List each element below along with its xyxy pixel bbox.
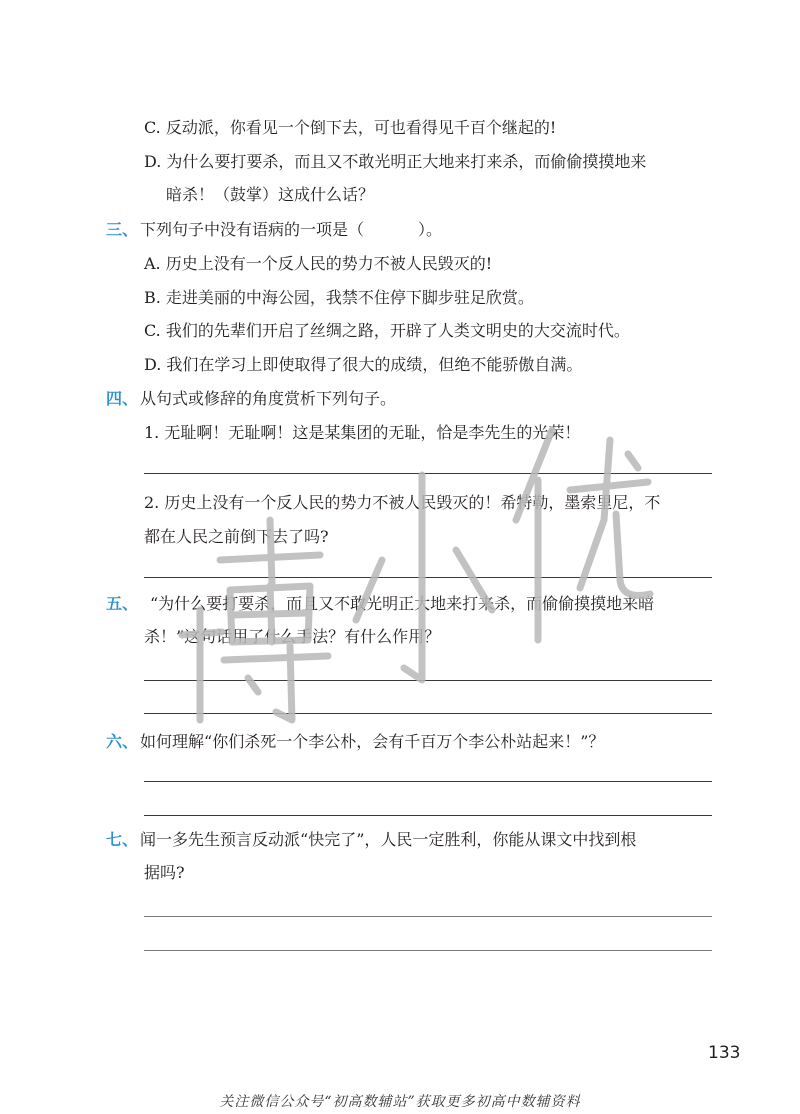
q4-stem-text: 从句式或修辞的角度赏析下列句子。: [140, 389, 397, 408]
q4-sub1-answer-line[interactable]: [144, 473, 712, 474]
q5-number: 五、: [106, 594, 139, 613]
q7-answer-line-1[interactable]: [144, 916, 712, 917]
watermark-handwriting: [160, 410, 660, 730]
q6-answer-line-2[interactable]: [144, 815, 712, 816]
q3-option-d: D. 我们在学习上即使取得了很大的成绩，但绝不能骄傲自满。: [144, 355, 583, 374]
q7-line1: [106, 829, 636, 851]
q4-sub1: 1. 无耻啊！无耻啊！这是某集团的无耻，恰是李先生的光荣！: [144, 423, 581, 442]
q6-answer-line-1[interactable]: [144, 781, 712, 782]
q5-answer-line-2[interactable]: [144, 713, 712, 714]
q4-stem: [106, 388, 396, 410]
q2-option-c: C. 反动派，你看见一个倒下去，可也看得见千百个继起的!: [144, 118, 557, 137]
q2-option-d-line2: 暗杀！（鼓掌）这成什么话？: [166, 185, 375, 204]
q5-answer-line-1[interactable]: [144, 680, 712, 681]
q5-line1: [106, 593, 654, 615]
q4-sub2-line2: 都在人民之前倒下去了吗?: [144, 527, 329, 546]
q3-option-b: B. 走进美丽的中海公园，我禁不住停下脚步驻足欣赏。: [144, 288, 534, 307]
q6-stem: [106, 731, 604, 753]
q3-stem-after: ）。: [418, 220, 443, 239]
q4-sub2-answer-line[interactable]: [144, 577, 712, 578]
q3-option-a: A. 历史上没有一个反人民的势力不被人民毁灭的!: [144, 254, 493, 273]
q3-stem-before: 下列句子中没有语病的一项是（: [140, 220, 365, 239]
q5-line1-text: “为什么要打要杀，而且又不敢光明正大地来打来杀，而偷偷摸摸地来暗: [150, 594, 655, 613]
q6-stem-text: 如何理解“你们杀死一个李公朴，会有千百万个李公朴站起来！”？: [140, 732, 605, 751]
q3-option-c: C. 我们的先辈们开启了丝绸之路，开辟了人类文明史的大交流时代。: [144, 321, 630, 340]
q6-number: 六、: [106, 732, 139, 751]
q4-number: 四、: [106, 389, 139, 408]
footer-promo-text: 关注微信公众号“初高数辅站”获取更多初高中数辅资料: [219, 1094, 581, 1110]
q4-sub2-line1: 2. 历史上没有一个反人民的势力不被人民毁灭的！希特勒，墨索里尼，不: [144, 493, 661, 512]
page-number: 133: [708, 1043, 741, 1063]
q7-line2: 据吗?: [144, 863, 185, 882]
q7-answer-line-2[interactable]: [144, 950, 712, 951]
q3-number: 三、: [106, 220, 139, 239]
q7-line1-text: 闻一多先生预言反动派“快完了”，人民一定胜利，你能从课文中找到根: [140, 830, 637, 849]
q2-option-d-line1: D. 为什么要打要杀，而且又不敢光明正大地来打来杀，而偷偷摸摸地来: [144, 152, 647, 171]
q3-stem: [106, 219, 442, 241]
q5-line2: 杀！”这句话用了什么手法？有什么作用？: [144, 627, 441, 646]
q7-number: 七、: [106, 830, 139, 849]
